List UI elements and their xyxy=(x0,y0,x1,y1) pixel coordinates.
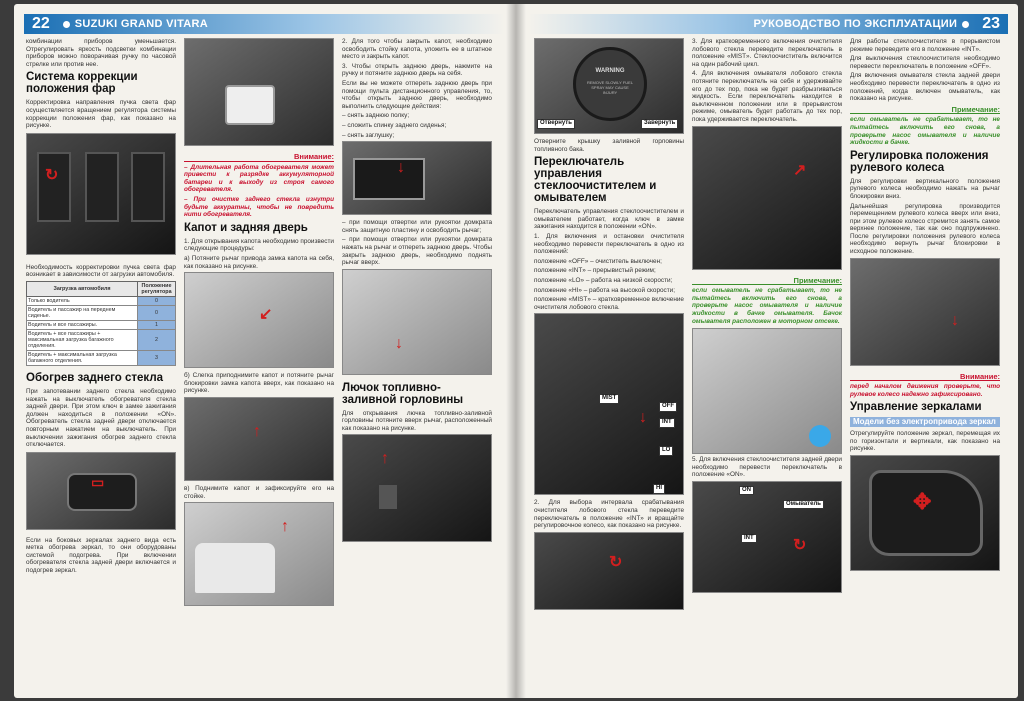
table-cell: Только водитель xyxy=(27,296,138,305)
cap-warning-text: REMOVE SLOWLY FUEL SPRAY MAY CAUSE INJURY xyxy=(586,80,634,95)
tailgate-lever-photo xyxy=(342,269,492,375)
tailgate-step: – снять заглушку; xyxy=(342,131,395,139)
note-box xyxy=(692,277,842,326)
down-arrow-icon: ↓ xyxy=(395,334,403,352)
mirrors-subhead: Модели без электропривода зеркал xyxy=(850,417,1000,427)
stalk-arrow-icon: ↓ xyxy=(639,409,647,427)
pull-arrow-icon: ↙ xyxy=(259,306,273,324)
table-row xyxy=(27,296,176,305)
warning-title: Внимание: xyxy=(850,373,1000,382)
table-cell: 3 xyxy=(138,350,176,365)
right-column-3 xyxy=(850,38,1000,573)
wiper-text: 3. Для кратковременного включения очистителя лобового стекла переведите переключатель в положение «MIST». Стеклоочиститель включится на один рабочий цикл. xyxy=(692,38,842,68)
hood-release-photo xyxy=(184,272,334,368)
fuel-cap-slot xyxy=(534,38,684,138)
table-cell: Водитель + максимальная загрузка багажного отделения. xyxy=(27,350,138,365)
table-cell: Водитель и пассажир на переднем сиденье. xyxy=(27,305,138,320)
wiper-text: Переключатель управления стеклоочистителем и омывателем работает, когда ключ в замке зажигания находится в положении «ON». xyxy=(534,208,684,231)
note-box xyxy=(850,106,1000,147)
table-header: Загрузка автомобиля xyxy=(27,281,138,296)
wiper-mode-item: положение «OFF» – очиститель выключен; xyxy=(534,257,662,265)
lift-arrow-icon: ↑ xyxy=(281,518,289,536)
rear-wiper-text: 5. Для включения стеклоочистителя задней двери необходимо перевести переключатель в положение «ON». xyxy=(692,456,842,479)
page-number-left: 22 xyxy=(32,15,50,32)
hood-section-title: Капот и задняя дверь xyxy=(184,221,308,234)
warning-text: – При очистке заднего стекла изнутри будьте аккуратны, чтобы не повредить нити обогревателя. xyxy=(184,195,334,219)
steering-text: Для регулировки вертикального положения рулевого колеса необходимо нажать на рычаг блокировки вниз. xyxy=(850,177,1000,200)
tailgate-step: – при помощи отвертки или рукоятки домкрата снять защитную пластину и освободить рычаг; xyxy=(342,219,492,234)
rear-defrost-title: Обогрев заднего стекла xyxy=(26,371,164,384)
warning-box xyxy=(850,373,1000,399)
tailgate-step: – снять заднюю полку; xyxy=(342,112,410,120)
note-title: Примечание: xyxy=(850,106,1000,115)
hood-text: а) Потяните рычаг привода замка капота на себя, как показано на рисунке. xyxy=(184,254,334,270)
steering-section-title: Регулировка положения рулевого колеса xyxy=(850,149,989,174)
fuel-lever-slot xyxy=(342,434,492,546)
pull-up-arrow-icon: ↑ xyxy=(381,450,389,468)
table-cell: Водитель и все пассажиры. xyxy=(27,320,138,329)
rear-wiper-text: Для работы стеклоочистителя в прерывистом режиме переведите его в положение «INT». xyxy=(850,38,1000,53)
rear-wiper-text: Для выключения стеклоочистителя необходимо перевести переключатель в положение «OFF». xyxy=(850,55,1000,70)
wiper-section-title: Переключатель управления стеклоочистителем и омывателем xyxy=(534,156,657,205)
table-header: Положение регулятора xyxy=(138,281,176,296)
mirrors-section-title: Управление зеркалами xyxy=(850,401,982,414)
bullet-icon xyxy=(962,21,969,28)
rear-wiper-slot xyxy=(692,481,842,595)
pry-arrow-icon: ↓ xyxy=(397,159,405,177)
wiper-stalk-slot xyxy=(534,313,684,499)
rear-defrost-text: При запотевании заднего стекла необходимо нажать на выключатель обогревателя стекла задней двери. При этом ключ в замке зажигания должен находиться в положении «ON». Обогреватель стекла задней двери отключается повторным нажатием на выключатель. При выключении зажигания обогрев заднего стекла отключается. xyxy=(26,387,176,449)
rotate-arrow-icon: ↻ xyxy=(45,166,59,184)
steering-text: Дальнейшая регулировка производится перемещением рулевого колеса вверх или вниз, при этом рулевое колесо стремится занять самое верхнее положение, так как оно подпружинено. После регулировки положения рулевого колеса необходимо вернуть рычаг блокировки в исходное положение. xyxy=(850,202,1000,256)
hi-label: HI xyxy=(653,484,665,494)
twist-arrow-icon: ↻ xyxy=(793,536,807,554)
off-label: OFF xyxy=(659,402,677,412)
defrost-closeup-photo xyxy=(184,38,334,146)
steering-lever-photo xyxy=(850,258,1000,366)
right-column-1 xyxy=(534,38,684,612)
table-row xyxy=(27,329,176,350)
defrost-closeup-slot xyxy=(184,38,334,150)
int-label: INT xyxy=(741,534,757,544)
right-column-2 xyxy=(692,38,842,595)
fuel-cap-caption: Отверните крышку заливной горловины топливного бака. xyxy=(534,138,684,153)
table-row xyxy=(27,305,176,320)
rotate-arrow-icon: ↻ xyxy=(609,553,623,571)
right-page-header xyxy=(528,14,1008,34)
tailgate-lever-slot xyxy=(342,269,492,379)
book-gutter xyxy=(506,4,526,698)
move-arrows-icon: ✥ xyxy=(913,488,932,514)
wiper-text: 2. Для выбора интервала срабатывания очистителя лобового стекла переведите переключатель в положение «INT» и вращайте регулировочное колесо, как показано на рисунке. xyxy=(534,499,684,530)
wiper-interval-slot xyxy=(534,532,684,612)
pull-arrow-icon: ↗ xyxy=(793,161,807,179)
tailgate-plug-photo xyxy=(342,141,492,215)
table-cell: 0 xyxy=(138,296,176,305)
headlight-section-title: Система коррекции положения фар xyxy=(26,71,138,96)
mirror-heating-text: Если на боковых зеркалах заднего вида есть метка обогрева зеркал, то они оборудованы системой подогрева. При включении обогревателя стекла задней двери включается и подогрев зеркал. xyxy=(26,536,176,575)
defrost-button-photo xyxy=(26,452,176,530)
rear-wiper-photo xyxy=(692,481,842,593)
wiper-text: 4. Для включения омывателя лобового стекла потяните переключатель на себя и удерживайте его до тех пор, пока не будет разбрызгиваться жидкость. Если переключатель находится в выключенном положении или в прерывистом режиме, омыватель будет работать до тех пор, пока удерживается переключатель. xyxy=(692,70,842,123)
left-header-title: SUZUKI GRAND VITARA xyxy=(74,18,209,30)
wiper-mode-item: положение «MIST» – кратковременное включение очистителя лобового стекла. xyxy=(534,296,684,311)
note-text: если омыватель не срабатывает, то не пытайтесь включить его снова, а проверьте насос омывателя и наличие жидкости в бачке омывателя. Бачок омывателя расположен в моторном отсеке. xyxy=(692,287,842,325)
hood-text: в) Поднимите капот и зафиксируйте его на стойке. xyxy=(184,484,334,500)
fuel-cap-photo xyxy=(534,38,684,134)
washer-label: Омыватель xyxy=(783,500,824,510)
left-page xyxy=(14,4,516,698)
hood-latch-slot xyxy=(184,397,334,485)
warning-title: Внимание: xyxy=(184,153,334,162)
warning-box xyxy=(184,153,334,219)
bullet-icon xyxy=(63,21,70,28)
headlight-text: Корректировка направления пучка света фар осуществляется вращением регулятора системы коррекции положения фар, как показано на рисунке. xyxy=(26,99,176,130)
wiper-stalk-photo xyxy=(534,313,684,495)
hood-latch-photo xyxy=(184,397,334,481)
tailgate-text: 3. Чтобы открыть заднюю дверь, нажмите на ручку и потяните заднюю дверь на себя. xyxy=(342,62,492,78)
hood-text: б) Слегка приподнимите капот и потяните рычаг блокировки замка капота вверх, как показано на рисунке. xyxy=(184,372,334,395)
hood-open-photo xyxy=(184,502,334,606)
mist-label: MIST xyxy=(599,394,619,404)
page-number-right: 23 xyxy=(982,15,1000,32)
table-row xyxy=(27,350,176,365)
wiper-mode-item: положение «LO» – работа на низкой скорости; xyxy=(534,276,673,284)
fuel-lid-text: Для открывания лючка топливно-заливной горловины потяните вверх рычаг, расположенный как показано на рисунке. xyxy=(342,409,492,432)
right-header-title: РУКОВОДСТВО ПО ЭКСПЛУАТАЦИИ xyxy=(753,18,958,30)
rear-wiper-text: Для включения омывателя стекла задней двери необходимо перевести переключатель в одно из положений, когда включен омыватель, как показано на рисунке. xyxy=(850,72,1000,103)
defrost-icon: ▭ xyxy=(91,473,105,490)
table-row xyxy=(27,320,176,329)
screw-label: Завернуть xyxy=(641,119,678,129)
tailgate-photo-slot xyxy=(342,141,492,219)
table-cell: Водитель + все пассажиры + максимальная загрузка багажного отделения. xyxy=(27,329,138,350)
warning-text: перед началом движения проверьте, что рулевое колесо надежно зафиксировано. xyxy=(850,383,1000,398)
note-title: Примечание: xyxy=(692,277,842,286)
cap-warning-label: WARNING xyxy=(595,68,625,74)
right-page xyxy=(516,4,1018,698)
fuel-lid-title: Лючок топливно-заливной горловины xyxy=(342,381,464,406)
left-column-3 xyxy=(342,38,492,546)
warning-text: – Длительная работа обогревателя может привести к разрядке аккумуляторной батареи и к выходу из строя самого обогревателя. xyxy=(184,163,334,194)
note-text: если омыватель не срабатывает, то не пытайтесь включить его снова, а проверьте насос омывателя и наличие жидкости в бачке. xyxy=(850,116,1000,147)
hood-open-slot xyxy=(184,502,334,612)
hood-text: 1. Для открывания капота необходимо произвести следующие процедуры: xyxy=(184,237,334,253)
washer-stalk-slot xyxy=(692,126,842,274)
headlight-photo-slot xyxy=(26,133,176,261)
down-arrow-icon: ↓ xyxy=(951,311,959,329)
washer-stalk-photo xyxy=(692,126,842,270)
table-cell: 1 xyxy=(138,320,176,329)
up-arrow-icon: ↑ xyxy=(253,422,261,440)
steering-lever-slot xyxy=(850,258,1000,370)
lo-label: LO xyxy=(659,446,673,456)
table-cell: 2 xyxy=(138,329,176,350)
int-label: INT xyxy=(659,418,675,428)
defrost-photo-slot xyxy=(26,452,176,534)
wiper-interval-photo xyxy=(534,532,684,610)
washer-reservoir-slot xyxy=(692,328,842,456)
mirror-slot xyxy=(850,455,1000,573)
tailgate-step: – при помощи отвертки или рукоятки домкрата нажать на рычаг и отпереть заднюю дверь. Чтобы закрыть заднюю дверь, необходимо поднять рычаг вверх. xyxy=(342,236,492,267)
fuel-lever-photo xyxy=(342,434,492,542)
wiper-mode-item: положение «HI» – работа на высокой скорости; xyxy=(534,286,676,294)
table-cell: 0 xyxy=(138,305,176,320)
wiper-text: 1. Для включения и остановки очистителя необходимо перевести переключатель в одно из положений: xyxy=(534,232,684,256)
left-column-2 xyxy=(184,38,334,612)
tailgate-step: – сложить спинку заднего сиденья; xyxy=(342,121,447,129)
load-text: Необходимость корректировки пучка света фар возникает в зависимости от загрузки автомобиля. xyxy=(26,263,176,279)
hood-close-text: 2. Для того чтобы закрыть капот, необходимо освободить стойку капота, уложить ее в штатное место и закрыть капот. xyxy=(342,38,492,61)
unscrew-label: Отвернуть xyxy=(537,119,575,129)
on-label: ON xyxy=(739,486,754,496)
tailgate-text: Если вы не можете отпереть заднюю дверь при помощи пульта дистанционного управления, то, чтобы открыть заднюю дверь, необходимо выполнить следующие действия: xyxy=(342,79,492,110)
mirror-photo xyxy=(850,455,1000,571)
wiper-mode-item: положение «INT» – прерывистый режим; xyxy=(534,267,656,275)
washer-reservoir-photo xyxy=(692,328,842,454)
intro-text: комбинации приборов уменьшается. Отрегулировать яркость подсветки комбинации приборов можно поворачивая ручку по часовой стрелке или против нее. xyxy=(26,38,176,68)
headlight-adjuster-photo xyxy=(26,133,176,255)
left-column-1 xyxy=(26,38,176,577)
mirrors-text: Отрегулируйте положение зеркал, перемещая их по горизонтали и вертикали, как показано на рисунке. xyxy=(850,430,1000,453)
left-page-header xyxy=(24,14,504,34)
load-table xyxy=(26,281,176,366)
hood-release-slot xyxy=(184,272,334,372)
